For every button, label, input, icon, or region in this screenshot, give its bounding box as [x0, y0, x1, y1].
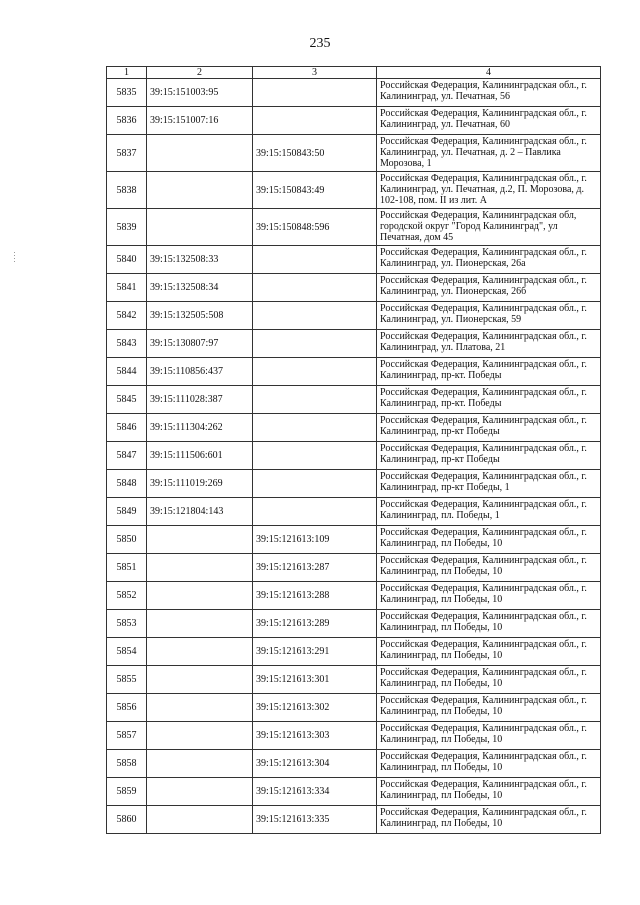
table-row	[107, 246, 601, 274]
address-cell: Российская Федерация, Калининградская обл., г. Калининград, пл Победы, 10	[377, 582, 601, 610]
table-row	[107, 302, 601, 330]
row-number-cell: 5854	[107, 638, 147, 666]
cadastral-number-cell: 39:15:121804:143	[147, 498, 253, 526]
table-row	[107, 582, 601, 610]
cadastral-number-cell: 39:15:132508:34	[147, 274, 253, 302]
building-cadastral-number-cell: 39:15:150848:596	[253, 209, 377, 246]
row-number-cell: 5855	[107, 666, 147, 694]
cadastral-number-cell: 39:15:111304:262	[147, 414, 253, 442]
row-number-cell: 5847	[107, 442, 147, 470]
cadastral-number-cell	[147, 582, 253, 610]
row-number-cell: 5859	[107, 778, 147, 806]
building-cadastral-number-cell: 39:15:121613:304	[253, 750, 377, 778]
building-cadastral-number-cell	[253, 470, 377, 498]
address-cell: Российская Федерация, Калининградская обл., г. Калининград, пл. Победы, 1	[377, 498, 601, 526]
table-row	[107, 442, 601, 470]
table-body	[107, 79, 601, 834]
table-row	[107, 778, 601, 806]
table-row	[107, 172, 601, 209]
building-cadastral-number-cell	[253, 358, 377, 386]
building-cadastral-number-cell: 39:15:121613:302	[253, 694, 377, 722]
building-cadastral-number-cell: 39:15:150843:50	[253, 135, 377, 172]
table-row	[107, 274, 601, 302]
address-cell: Российская Федерация, Калининградская обл., г. Калининград, ул. Пионерская, 26а	[377, 246, 601, 274]
address-cell: Российская Федерация, Калининградская обл., г. Калининград, пл Победы, 10	[377, 526, 601, 554]
row-number-cell: 5838	[107, 172, 147, 209]
row-number-cell: 5851	[107, 554, 147, 582]
table-row	[107, 386, 601, 414]
cadastral-number-cell: 39:15:151003:95	[147, 79, 253, 107]
building-cadastral-number-cell: 39:15:121613:334	[253, 778, 377, 806]
cadastral-number-cell	[147, 666, 253, 694]
row-number-cell: 5845	[107, 386, 147, 414]
row-number-cell: 5846	[107, 414, 147, 442]
address-cell: Российская Федерация, Калининградская обл., г. Калининград, ул. Пионерская, 59	[377, 302, 601, 330]
table-row	[107, 638, 601, 666]
scan-speck	[13, 250, 16, 272]
building-cadastral-number-cell: 39:15:121613:303	[253, 722, 377, 750]
building-cadastral-number-cell	[253, 330, 377, 358]
table-row	[107, 750, 601, 778]
table-row	[107, 498, 601, 526]
cadastral-number-cell	[147, 610, 253, 638]
building-cadastral-number-cell	[253, 386, 377, 414]
row-number-cell: 5850	[107, 526, 147, 554]
row-number-cell: 5842	[107, 302, 147, 330]
address-cell: Российская Федерация, Калининградская обл., г. Калининград, пл Победы, 10	[377, 554, 601, 582]
cadastral-number-cell: 39:15:110856:437	[147, 358, 253, 386]
address-cell: Российская Федерация, Калининградская обл., г. Калининград, пл Победы, 10	[377, 638, 601, 666]
cadastral-number-cell	[147, 750, 253, 778]
table-row	[107, 470, 601, 498]
cadastral-number-cell: 39:15:111506:601	[147, 442, 253, 470]
building-cadastral-number-cell	[253, 414, 377, 442]
building-cadastral-number-cell	[253, 302, 377, 330]
building-cadastral-number-cell	[253, 274, 377, 302]
row-number-cell: 5852	[107, 582, 147, 610]
row-number-cell: 5849	[107, 498, 147, 526]
register-table	[106, 66, 601, 834]
column-number-row	[107, 67, 601, 79]
address-cell: Российская Федерация, Калининградская обл., г. Калининград, пр-кт. Победы	[377, 358, 601, 386]
building-cadastral-number-cell: 39:15:121613:289	[253, 610, 377, 638]
row-number-cell: 5841	[107, 274, 147, 302]
column-header-4: 4	[377, 67, 601, 79]
address-cell: Российская Федерация, Калининградская обл., г. Калининград, ул. Печатная, д. 2 – Павлика Морозова, 1	[377, 135, 601, 172]
address-cell: Российская Федерация, Калининградская обл, городской округ "Город Калининград", ул Печатная, дом 45	[377, 209, 601, 246]
address-cell: Российская Федерация, Калининградская обл., г. Калининград, пр-кт Победы, 1	[377, 470, 601, 498]
address-cell: Российская Федерация, Калининградская обл., г. Калининград, ул. Печатная, д.2, П. Морозова, д. 102-108, пом. II из лит. А	[377, 172, 601, 209]
building-cadastral-number-cell	[253, 79, 377, 107]
building-cadastral-number-cell	[253, 246, 377, 274]
address-cell: Российская Федерация, Калининградская обл., г. Калининград, пр-кт Победы	[377, 442, 601, 470]
row-number-cell: 5843	[107, 330, 147, 358]
address-cell: Российская Федерация, Калининградская обл., г. Калининград, пл Победы, 10	[377, 610, 601, 638]
table-row	[107, 79, 601, 107]
cadastral-number-cell	[147, 638, 253, 666]
building-cadastral-number-cell	[253, 107, 377, 135]
cadastral-number-cell	[147, 526, 253, 554]
address-cell: Российская Федерация, Калининградская обл., г. Калининград, ул. Печатная, 56	[377, 79, 601, 107]
page-number: 235	[309, 36, 331, 51]
row-number-cell: 5844	[107, 358, 147, 386]
row-number-cell: 5858	[107, 750, 147, 778]
row-number-cell: 5853	[107, 610, 147, 638]
table-row	[107, 107, 601, 135]
table-row	[107, 554, 601, 582]
cadastral-number-cell	[147, 722, 253, 750]
cadastral-number-cell: 39:15:132508:33	[147, 246, 253, 274]
table-row	[107, 666, 601, 694]
address-cell: Российская Федерация, Калининградская обл., г. Калининград, пл Победы, 10	[377, 722, 601, 750]
address-cell: Российская Федерация, Калининградская обл., г. Калининград, пл Победы, 10	[377, 666, 601, 694]
row-number-cell: 5857	[107, 722, 147, 750]
row-number-cell: 5839	[107, 209, 147, 246]
table-row	[107, 722, 601, 750]
building-cadastral-number-cell: 39:15:121613:287	[253, 554, 377, 582]
address-cell: Российская Федерация, Калининградская обл., г. Калининград, пл Победы, 10	[377, 778, 601, 806]
building-cadastral-number-cell	[253, 498, 377, 526]
row-number-cell: 5848	[107, 470, 147, 498]
table-row	[107, 209, 601, 246]
table-row	[107, 414, 601, 442]
address-cell: Российская Федерация, Калининградская обл., г. Калининград, ул. Пионерская, 26б	[377, 274, 601, 302]
table-row	[107, 358, 601, 386]
address-cell: Российская Федерация, Калининградская обл., г. Калининград, пл Победы, 10	[377, 750, 601, 778]
cadastral-number-cell: 39:15:111028:387	[147, 386, 253, 414]
cadastral-number-cell: 39:15:151007:16	[147, 107, 253, 135]
building-cadastral-number-cell: 39:15:121613:301	[253, 666, 377, 694]
column-header-2: 2	[147, 67, 253, 79]
building-cadastral-number-cell: 39:15:121613:288	[253, 582, 377, 610]
row-number-cell: 5836	[107, 107, 147, 135]
table-row	[107, 526, 601, 554]
column-header-1: 1	[107, 67, 147, 79]
building-cadastral-number-cell: 39:15:150843:49	[253, 172, 377, 209]
table-row	[107, 135, 601, 172]
row-number-cell: 5860	[107, 806, 147, 834]
cadastral-number-cell	[147, 778, 253, 806]
table-row	[107, 330, 601, 358]
building-cadastral-number-cell: 39:15:121613:335	[253, 806, 377, 834]
address-cell: Российская Федерация, Калининградская обл., г. Калининград, пр-кт Победы	[377, 414, 601, 442]
building-cadastral-number-cell: 39:15:121613:109	[253, 526, 377, 554]
address-cell: Российская Федерация, Калининградская обл., г. Калининград, пл Победы, 10	[377, 694, 601, 722]
building-cadastral-number-cell: 39:15:121613:291	[253, 638, 377, 666]
address-cell: Российская Федерация, Калининградская обл., г. Калининград, ул. Платова, 21	[377, 330, 601, 358]
row-number-cell: 5837	[107, 135, 147, 172]
row-number-cell: 5840	[107, 246, 147, 274]
cadastral-number-cell: 39:15:130807:97	[147, 330, 253, 358]
building-cadastral-number-cell	[253, 442, 377, 470]
cadastral-number-cell: 39:15:111019:269	[147, 470, 253, 498]
cadastral-number-cell	[147, 806, 253, 834]
cadastral-number-cell	[147, 694, 253, 722]
cadastral-number-cell	[147, 209, 253, 246]
column-header-3: 3	[253, 67, 377, 79]
table-row	[107, 694, 601, 722]
cadastral-number-cell	[147, 554, 253, 582]
cadastral-number-cell	[147, 172, 253, 209]
row-number-cell: 5835	[107, 79, 147, 107]
address-cell: Российская Федерация, Калининградская обл., г. Калининград, пр-кт. Победы	[377, 386, 601, 414]
cadastral-number-cell	[147, 135, 253, 172]
address-cell: Российская Федерация, Калининградская обл., г. Калининград, пл Победы, 10	[377, 806, 601, 834]
row-number-cell: 5856	[107, 694, 147, 722]
table-row	[107, 610, 601, 638]
table-row	[107, 806, 601, 834]
address-cell: Российская Федерация, Калининградская обл., г. Калининград, ул. Печатная, 60	[377, 107, 601, 135]
cadastral-number-cell: 39:15:132505:508	[147, 302, 253, 330]
